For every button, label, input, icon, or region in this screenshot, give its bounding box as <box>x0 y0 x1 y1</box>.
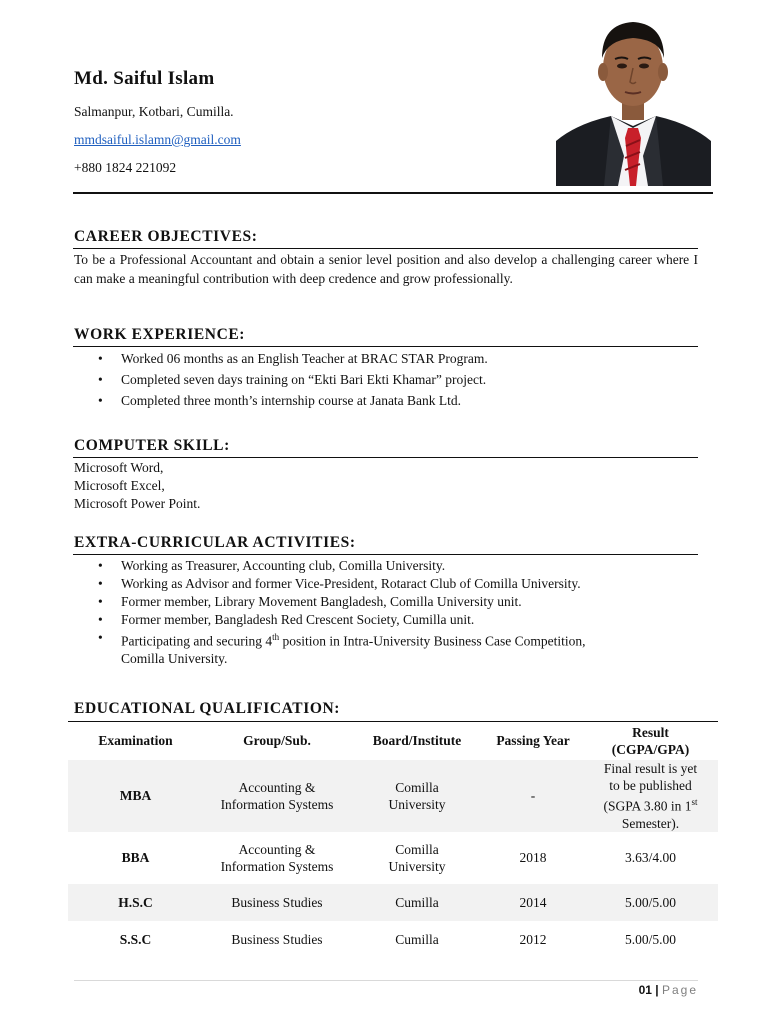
header-divider <box>73 192 713 194</box>
work-experience-heading: WORK EXPERIENCE: <box>74 326 246 343</box>
list-item <box>74 629 585 667</box>
col-header-line: Result <box>632 725 669 740</box>
table-row <box>68 921 718 958</box>
list-item: • Working as Advisor and former Vice-President, Rotaract Club of Comilla University. <box>74 575 585 593</box>
skill-item: Microsoft Power Point. <box>74 496 201 511</box>
candidate-name: Md. Saiful Islam <box>74 68 215 89</box>
email-link[interactable]: mmdsaiful.islamn@gmail.com <box>74 132 241 147</box>
list-item: • Worked 06 months as an English Teacher at BRAC STAR Program. <box>74 348 488 369</box>
col-header: Examination <box>98 733 173 748</box>
cell-group: Business Studies <box>203 884 351 921</box>
profile-photo <box>556 6 711 186</box>
work-rule <box>73 346 698 347</box>
list-item: • Former member, Library Movement Bangladesh, Comilla University unit. <box>74 593 585 611</box>
phone-number: +880 1824 221092 <box>74 160 177 175</box>
career-objectives-text: To be a Professional Accountant and obtain a senior level position and also develop a challenging career where I can make a meaningful contribution with deep credence and grow professionally. <box>74 252 698 286</box>
skill-item: Microsoft Word, <box>74 460 164 475</box>
cell-board <box>351 832 483 884</box>
cell-line: Accounting & <box>238 779 316 795</box>
table-header-row <box>68 722 718 761</box>
cell-line: Comilla <box>395 779 439 795</box>
list-item: • Former member, Bangladesh Red Crescent Society, Cumilla unit. <box>74 611 585 629</box>
cell-result: 5.00/5.00 <box>624 931 676 947</box>
cell-result <box>583 760 718 832</box>
cell-group: Business Studies <box>231 931 323 947</box>
cell-line: Accounting & <box>238 841 316 857</box>
education-table <box>68 721 718 958</box>
extra-curricular-list <box>74 557 585 667</box>
cell-line: University <box>388 858 446 874</box>
address: Salmanpur, Kotbari, Cumilla. <box>74 104 234 119</box>
cell-line: University <box>388 796 446 812</box>
cell-line: Comilla <box>395 841 439 857</box>
cell-board: Cumilla <box>395 931 439 947</box>
cell-result: 5.00/5.00 <box>583 884 718 921</box>
skill-rule <box>73 457 698 458</box>
col-header-line: (CGPA/GPA) <box>611 742 690 757</box>
cell-exam: S.S.C <box>119 931 152 947</box>
cell-board: Cumilla <box>351 884 483 921</box>
cell-line: Information Systems <box>220 796 334 812</box>
col-header: Group/Sub. <box>243 733 311 748</box>
item-text: Participating and securing 4 <box>121 633 273 649</box>
cell-result: 3.63/4.00 <box>624 850 676 865</box>
computer-skill-list <box>74 459 200 513</box>
cell-exam: MBA <box>68 760 203 832</box>
cell-year: 2012 <box>519 931 547 947</box>
career-objectives-heading: CAREER OBJECTIVES: <box>74 228 258 245</box>
career-rule <box>73 248 698 249</box>
page-label: Page <box>661 983 698 997</box>
item-text: position in Intra-University Business Case Competition, <box>279 633 586 649</box>
col-header: Board/Institute <box>372 733 462 748</box>
list-item: • Working as Treasurer, Accounting club, Comilla University. <box>74 557 585 575</box>
footer-separator: | <box>655 983 659 997</box>
cell-line: (SGPA 3.80 in 1 <box>603 798 692 814</box>
ordinal-suffix: st <box>691 797 698 807</box>
col-header <box>583 722 718 761</box>
cell-year: 2014 <box>483 884 583 921</box>
cell-board <box>351 760 483 832</box>
cell-year: - <box>483 760 583 832</box>
extra-curricular-heading: EXTRA-CURRICULAR ACTIVITIES: <box>74 534 356 551</box>
computer-skill-heading: COMPUTER SKILL: <box>74 437 230 454</box>
cell-group <box>203 832 351 884</box>
col-header: Passing Year <box>496 733 570 748</box>
skill-item: Microsoft Excel, <box>74 478 165 493</box>
page-footer <box>639 983 698 997</box>
list-item: • Completed three month’s internship course at Janata Bank Ltd. <box>74 390 488 411</box>
table-row <box>68 832 718 884</box>
cell-line: Final result is yet <box>603 761 698 776</box>
table-row <box>68 884 718 921</box>
education-heading: EDUCATIONAL QUALIFICATION: <box>74 700 341 717</box>
item-text: Comilla University. <box>121 650 228 666</box>
cell-exam: BBA <box>121 850 150 865</box>
cell-line: Semester). <box>621 815 680 831</box>
footer-divider <box>74 980 698 981</box>
cell-line: to be published <box>609 778 692 793</box>
work-experience-list <box>74 348 488 411</box>
extra-rule <box>73 554 698 555</box>
cell-exam: H.S.C <box>68 884 203 921</box>
page-number: 01 <box>638 983 652 997</box>
cell-group <box>203 760 351 832</box>
cell-line: Information Systems <box>220 858 334 874</box>
ordinal-suffix: th <box>272 632 280 642</box>
list-item: • Completed seven days training on “Ekti Bari Ekti Khamar” project. <box>74 369 488 390</box>
cell-year: 2018 <box>519 850 547 865</box>
table-row <box>68 760 718 832</box>
